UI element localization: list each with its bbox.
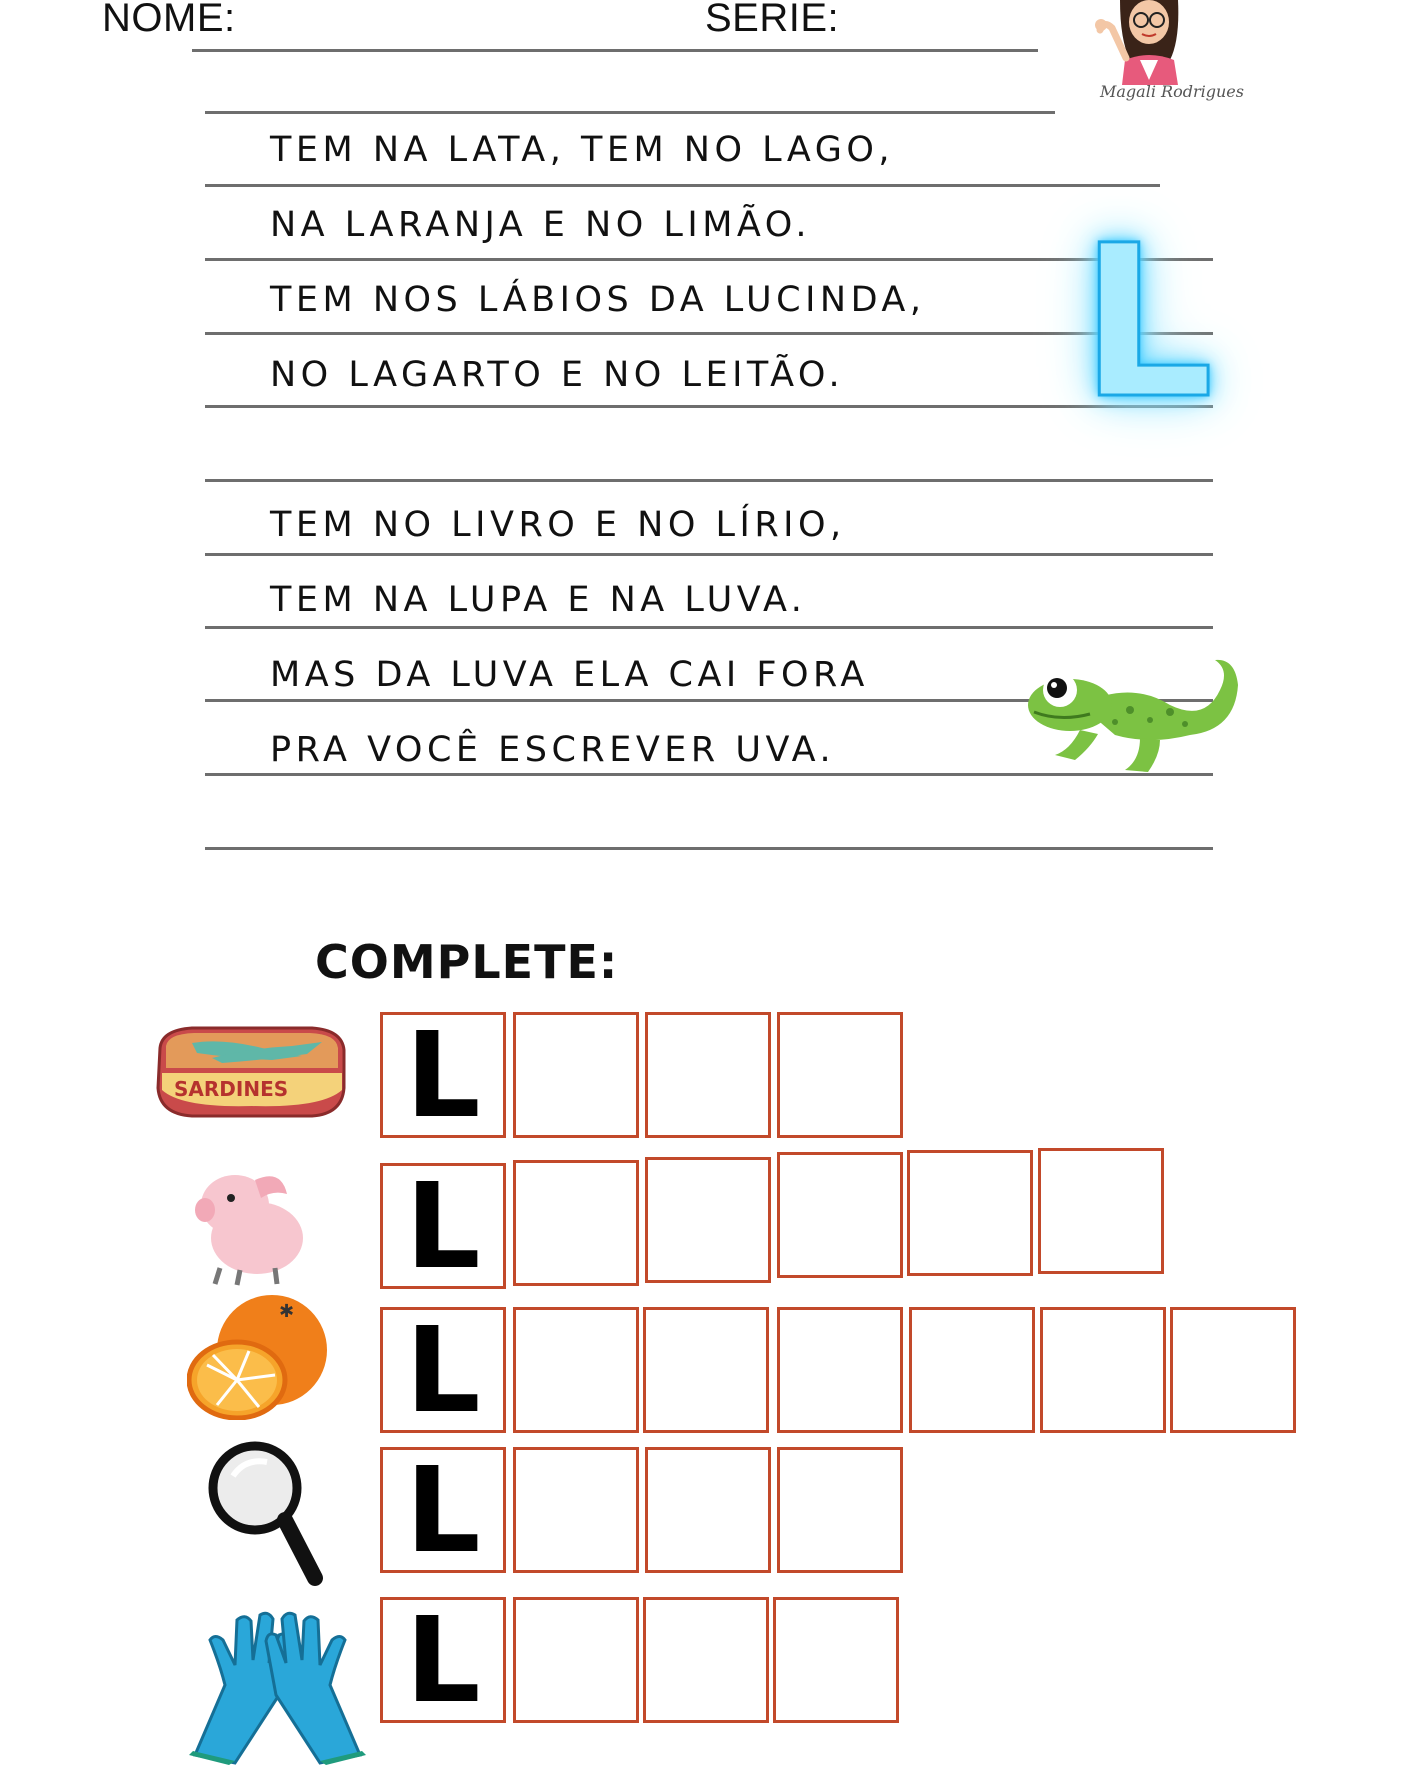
grade-label: SERIE: bbox=[705, 0, 840, 40]
svg-text:✱: ✱ bbox=[279, 1301, 295, 1321]
rule-line bbox=[205, 258, 1213, 261]
orange-icon bbox=[187, 1295, 332, 1420]
signature: Magali Rodrigues bbox=[1100, 82, 1244, 101]
letter-box[interactable] bbox=[513, 1447, 639, 1573]
letter-box[interactable] bbox=[773, 1597, 899, 1723]
letter-box[interactable] bbox=[643, 1307, 769, 1433]
first-letter: L bbox=[405, 1591, 481, 1729]
letter-box[interactable] bbox=[645, 1012, 771, 1138]
poem-line: MAS DA LUVA ELA CAI FORA bbox=[270, 655, 869, 695]
letter-box[interactable] bbox=[645, 1447, 771, 1573]
letter-box-first bbox=[380, 1441, 506, 1579]
rule-line bbox=[205, 111, 1055, 114]
poem-line: TEM NA LATA, TEM NO LAGO, bbox=[270, 130, 895, 170]
first-letter: L bbox=[405, 1301, 481, 1439]
letter-box-first bbox=[380, 1301, 506, 1439]
rule-line bbox=[205, 847, 1213, 850]
gloves-icon bbox=[175, 1605, 380, 1765]
first-letter: L bbox=[405, 1441, 481, 1579]
poem-line: TEM NOS LÁBIOS DA LUCINDA, bbox=[270, 280, 926, 320]
letter-box[interactable] bbox=[777, 1307, 903, 1433]
poem-line: PRA VOCÊ ESCREVER UVA. bbox=[270, 730, 836, 770]
poem-line: TEM NO LIVRO E NO LÍRIO, bbox=[270, 505, 846, 545]
teacher-avatar-icon bbox=[1090, 0, 1210, 90]
rule-line bbox=[205, 184, 1160, 187]
poem-line: NA LARANJA E NO LIMÃO. bbox=[270, 205, 811, 245]
lizard-icon bbox=[1020, 650, 1245, 780]
letter-box[interactable] bbox=[777, 1447, 903, 1573]
piglet-icon bbox=[185, 1160, 315, 1290]
letter-box[interactable] bbox=[513, 1597, 639, 1723]
poem-line: TEM NA LUPA E NA LUVA. bbox=[270, 580, 807, 620]
letter-box[interactable] bbox=[645, 1157, 771, 1283]
letter-box[interactable] bbox=[777, 1012, 903, 1138]
letter-box[interactable] bbox=[907, 1150, 1033, 1276]
poem-line: NO LAGARTO E NO LEITÃO. bbox=[270, 355, 845, 395]
letter-box[interactable] bbox=[909, 1307, 1035, 1433]
letter-box[interactable] bbox=[1040, 1307, 1166, 1433]
neon-letter-l: L bbox=[1080, 200, 1214, 445]
letter-box-first bbox=[380, 1006, 506, 1144]
exercise-title: COMPLETE: bbox=[315, 935, 619, 989]
rule-line bbox=[205, 626, 1213, 629]
letter-box[interactable] bbox=[1170, 1307, 1296, 1433]
letter-box[interactable] bbox=[513, 1012, 639, 1138]
rule-line bbox=[205, 332, 1213, 335]
letter-box-first bbox=[380, 1591, 506, 1729]
letter-box[interactable] bbox=[513, 1160, 639, 1286]
letter-box[interactable] bbox=[513, 1307, 639, 1433]
sardine-can-label: SARDINES bbox=[174, 1077, 289, 1101]
rule-line bbox=[205, 479, 1213, 482]
name-label: NOME: bbox=[102, 0, 236, 40]
first-letter: L bbox=[405, 1157, 481, 1295]
rule-line bbox=[205, 405, 1213, 408]
magnifying-glass-icon bbox=[205, 1438, 325, 1588]
rule-line bbox=[205, 553, 1213, 556]
first-letter: L bbox=[405, 1006, 481, 1144]
sardine-can-icon bbox=[152, 1018, 348, 1128]
letter-box[interactable] bbox=[643, 1597, 769, 1723]
name-line[interactable] bbox=[192, 49, 1038, 52]
letter-box[interactable] bbox=[1038, 1148, 1164, 1274]
letter-box-first bbox=[380, 1157, 506, 1295]
letter-box[interactable] bbox=[777, 1152, 903, 1278]
